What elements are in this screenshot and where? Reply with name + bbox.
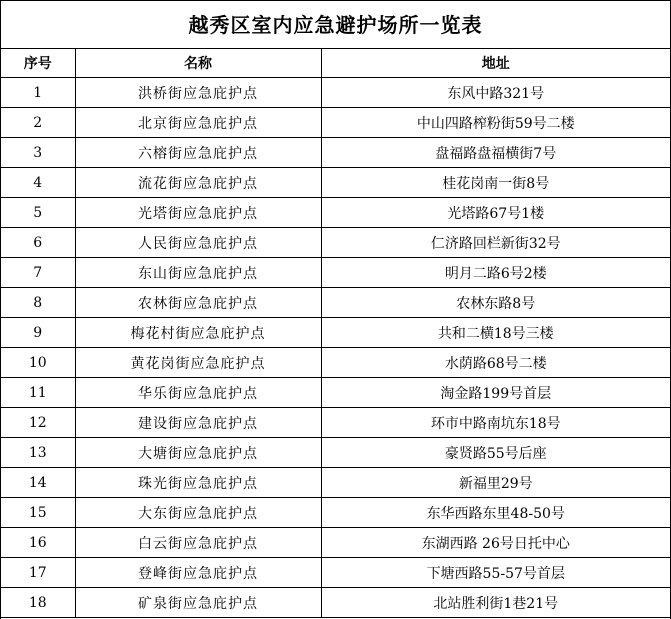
- table-row: [1, 588, 670, 618]
- table-row: [1, 408, 670, 438]
- row-number: 2: [1, 108, 75, 138]
- shelter-name: 建设街应急庇护点: [75, 408, 321, 438]
- shelter-address: 明月二路6号2楼: [321, 258, 670, 288]
- table-row: [1, 318, 670, 348]
- shelter-table: [1, 48, 670, 618]
- shelter-name: 登峰街应急庇护点: [75, 558, 321, 588]
- row-number: 14: [1, 468, 75, 498]
- shelter-address: 环市中路南坑东18号: [321, 408, 670, 438]
- shelter-name: 光塔街应急庇护点: [75, 198, 321, 228]
- shelter-address: 水荫路68号二楼: [321, 348, 670, 378]
- row-number: 12: [1, 408, 75, 438]
- shelter-address: 下塘西路55-57号首层: [321, 558, 670, 588]
- table-row: [1, 378, 670, 408]
- table-title: 越秀区室内应急避护场所一览表: [1, 0, 670, 48]
- row-number: 16: [1, 528, 75, 558]
- header-address: 地址: [321, 49, 670, 78]
- shelter-address: 共和二横18号三楼: [321, 318, 670, 348]
- table-row: [1, 288, 670, 318]
- table-row: [1, 528, 670, 558]
- shelter-name: 人民街应急庇护点: [75, 228, 321, 258]
- table-body: [1, 78, 670, 618]
- row-number: 18: [1, 588, 75, 618]
- shelter-name: 梅花村街应急庇护点: [75, 318, 321, 348]
- shelter-address: 北站胜利街1巷21号: [321, 588, 670, 618]
- table-row: [1, 348, 670, 378]
- row-number: 5: [1, 198, 75, 228]
- table-row: [1, 468, 670, 498]
- row-number: 17: [1, 558, 75, 588]
- row-number: 4: [1, 168, 75, 198]
- header-name: 名称: [75, 49, 321, 78]
- shelter-name: 华乐街应急庇护点: [75, 378, 321, 408]
- shelter-name: 矿泉街应急庇护点: [75, 588, 321, 618]
- row-number: 13: [1, 438, 75, 468]
- shelter-name: 东山街应急庇护点: [75, 258, 321, 288]
- shelter-address: 农林东路8号: [321, 288, 670, 318]
- table-row: [1, 558, 670, 588]
- header-no: 序号: [1, 49, 75, 78]
- row-number: 11: [1, 378, 75, 408]
- shelter-name: 大塘街应急庇护点: [75, 438, 321, 468]
- shelter-address: 光塔路67号1楼: [321, 198, 670, 228]
- shelter-address: 中山四路榨粉街59号二楼: [321, 108, 670, 138]
- table-row: [1, 168, 670, 198]
- table-row: [1, 498, 670, 528]
- table-row: [1, 258, 670, 288]
- row-number: 7: [1, 258, 75, 288]
- shelter-name: 珠光街应急庇护点: [75, 468, 321, 498]
- table-row: [1, 78, 670, 108]
- shelter-name: 流花街应急庇护点: [75, 168, 321, 198]
- row-number: 10: [1, 348, 75, 378]
- table-row: [1, 108, 670, 138]
- row-number: 1: [1, 78, 75, 108]
- row-number: 3: [1, 138, 75, 168]
- shelter-address: 东湖西路 26号日托中心: [321, 528, 670, 558]
- shelter-name: 洪桥街应急庇护点: [75, 78, 321, 108]
- shelter-address: 仁济路回栏新街32号: [321, 228, 670, 258]
- row-number: 6: [1, 228, 75, 258]
- shelter-address: 盘福路盘福横街7号: [321, 138, 670, 168]
- shelter-address: 豪贤路55号后座: [321, 438, 670, 468]
- shelter-address: 淘金路199号首层: [321, 378, 670, 408]
- table-row: [1, 198, 670, 228]
- header-row: [1, 49, 670, 78]
- row-number: 15: [1, 498, 75, 528]
- shelter-name: 农林街应急庇护点: [75, 288, 321, 318]
- shelter-name: 白云街应急庇护点: [75, 528, 321, 558]
- shelter-name: 六榕街应急庇护点: [75, 138, 321, 168]
- shelter-name: 黄花岗街应急庇护点: [75, 348, 321, 378]
- shelter-name: 大东街应急庇护点: [75, 498, 321, 528]
- table-row: [1, 228, 670, 258]
- row-number: 8: [1, 288, 75, 318]
- shelter-address: 东风中路321号: [321, 78, 670, 108]
- shelter-address: 东华西路东里48-50号: [321, 498, 670, 528]
- shelter-name: 北京街应急庇护点: [75, 108, 321, 138]
- shelter-address: 桂花岗南一街8号: [321, 168, 670, 198]
- table-row: [1, 438, 670, 468]
- table-row: [1, 138, 670, 168]
- row-number: 9: [1, 318, 75, 348]
- shelter-address: 新福里29号: [321, 468, 670, 498]
